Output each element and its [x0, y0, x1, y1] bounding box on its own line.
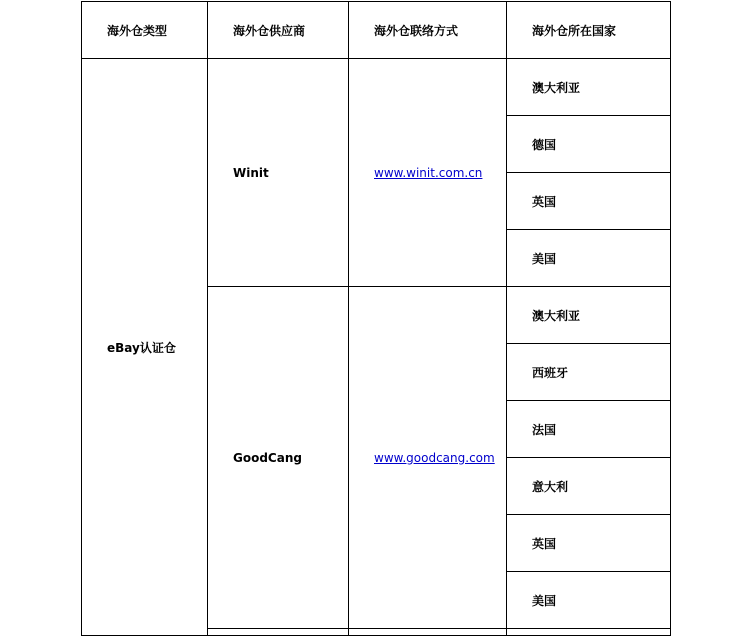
country-cell: 西班牙 — [507, 344, 671, 401]
header-warehouse-provider: 海外仓供应商 — [208, 2, 349, 59]
partial-cell — [507, 629, 671, 636]
header-warehouse-type: 海外仓类型 — [82, 2, 208, 59]
country-cell: 英国 — [507, 173, 671, 230]
goodcang-link[interactable]: www.goodcang.com — [374, 450, 495, 465]
country-cell: 美国 — [507, 572, 671, 629]
provider-contact-goodcang — [349, 287, 507, 629]
header-warehouse-country: 海外仓所在国家 — [507, 2, 671, 59]
provider-name-winit: Winit — [208, 59, 349, 287]
winit-link[interactable]: www.winit.com.cn — [374, 165, 483, 180]
warehouse-table — [81, 1, 671, 636]
country-cell: 德国 — [507, 116, 671, 173]
country-cell: 澳大利亚 — [507, 59, 671, 116]
country-cell: 澳大利亚 — [507, 287, 671, 344]
table-header-row — [82, 2, 671, 59]
table-row — [82, 59, 671, 116]
country-cell: 英国 — [507, 515, 671, 572]
country-cell: 意大利 — [507, 458, 671, 515]
partial-cell — [349, 629, 507, 636]
country-cell: 法国 — [507, 401, 671, 458]
provider-name-goodcang: GoodCang — [208, 287, 349, 629]
warehouse-type-cell: eBay认证仓 — [82, 59, 208, 636]
partial-cell — [208, 629, 349, 636]
provider-contact-winit — [349, 59, 507, 287]
header-warehouse-contact: 海外仓联络方式 — [349, 2, 507, 59]
country-cell: 美国 — [507, 230, 671, 287]
